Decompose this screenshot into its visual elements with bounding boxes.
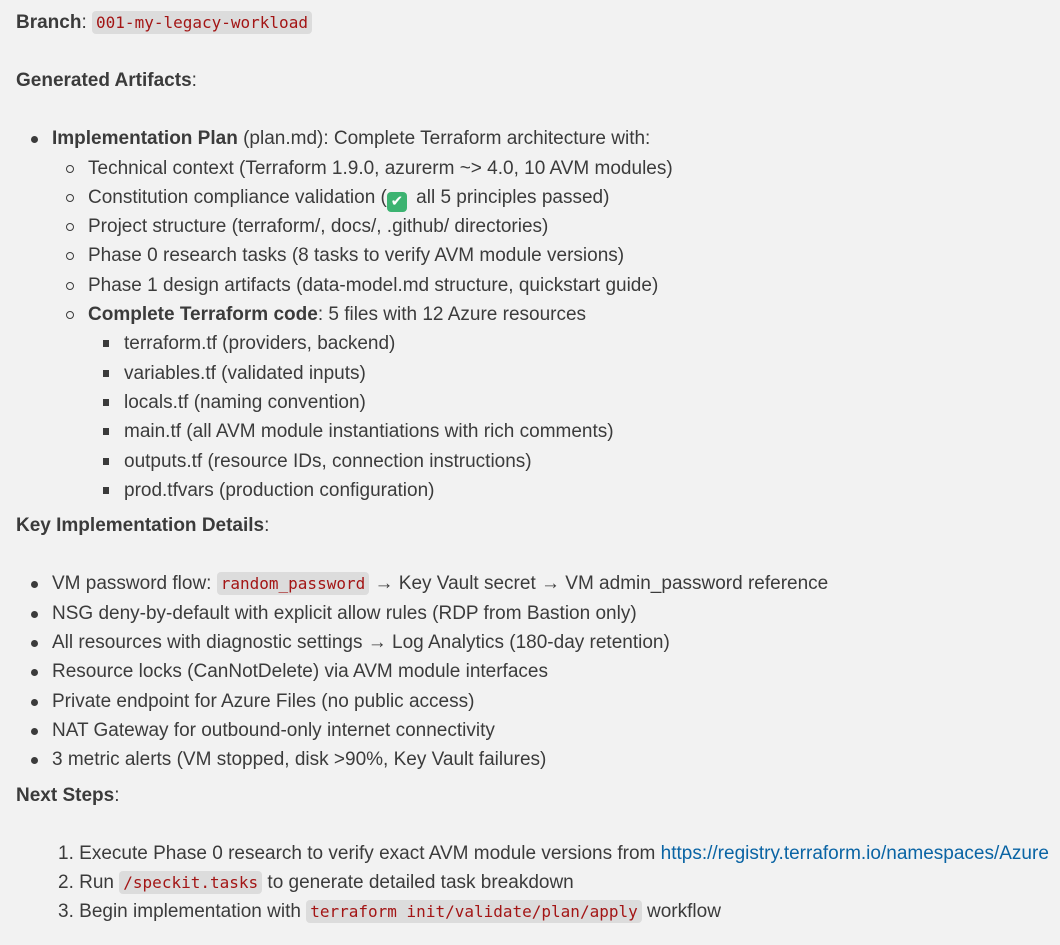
file-item: terraform.tf (providers, backend) <box>16 329 1060 358</box>
generated-artifacts-heading: Generated Artifacts: <box>16 70 197 91</box>
list-item: Project structure (terraform/, docs/, .github/ directories) <box>16 212 1060 241</box>
step-item: 1. Execute Phase 0 research to verify exact AVM module versions from https://registry.terraform.io/namespaces/Azure <box>58 842 1049 864</box>
check-mark-icon: ✔ <box>387 192 407 212</box>
list-item: Implementation Plan (plan.md): Complete Terraform architecture with: <box>16 124 1060 153</box>
next-steps-heading: Next Steps: <box>16 784 120 806</box>
inline-code: terraform init/validate/plan/apply <box>306 900 642 923</box>
list-item: Phase 0 research tasks (8 tasks to verify AVM module versions) <box>16 241 1060 270</box>
file-item: outputs.tf (resource IDs, connection instructions) <box>16 447 1060 476</box>
registry-link[interactable]: https://registry.terraform.io/namespaces/Azure <box>660 842 1049 864</box>
file-item: prod.tfvars (production configuration) <box>16 476 1060 505</box>
file-item: variables.tf (validated inputs) <box>16 359 1060 388</box>
list-item: Private endpoint for Azure Files (no public access) <box>16 687 1060 716</box>
branch-name-code: 001-my-legacy-workload <box>92 11 312 34</box>
inline-code: random_password <box>217 572 370 595</box>
inline-code: /speckit.tasks <box>119 871 262 894</box>
list-item: NSG deny-by-default with explicit allow rules (RDP from Bastion only) <box>16 599 1060 628</box>
step-item: 2. Run /speckit.tasks to generate detailed task breakdown <box>58 872 574 894</box>
list-item: Complete Terraform code: 5 files with 12 Azure resources <box>16 300 1060 329</box>
list-item: Technical context (Terraform 1.9.0, azurerm ~> 4.0, 10 AVM modules) <box>16 154 1060 183</box>
artifacts-list <box>16 124 1060 505</box>
list-item: 3 metric alerts (VM stopped, disk >90%, Key Vault failures) <box>16 745 1060 774</box>
list-item: VM password flow: random_password → Key Vault secret → VM admin_password reference <box>16 569 1060 598</box>
branch-label: Branch <box>16 12 82 33</box>
list-item: Constitution compliance validation ( ✔ all 5 principles passed) <box>16 183 1060 212</box>
list-item: All resources with diagnostic settings → Log Analytics (180-day retention) <box>16 628 1060 657</box>
list-item: Resource locks (CanNotDelete) via AVM module interfaces <box>16 657 1060 686</box>
step-item: 3. Begin implementation with terraform init/validate/plan/apply workflow <box>58 901 721 923</box>
file-item: locals.tf (naming convention) <box>16 388 1060 417</box>
list-item: Phase 1 design artifacts (data-model.md structure, quickstart guide) <box>16 271 1060 300</box>
branch-line: Branch: 001-my-legacy-workload <box>16 8 1060 37</box>
next-steps-list <box>16 839 1060 927</box>
key-details-list <box>16 569 1060 774</box>
key-details-heading: Key Implementation Details: <box>16 515 270 537</box>
file-item: main.tf (all AVM module instantiations with rich comments) <box>16 417 1060 446</box>
list-item: NAT Gateway for outbound-only internet connectivity <box>16 716 1060 745</box>
